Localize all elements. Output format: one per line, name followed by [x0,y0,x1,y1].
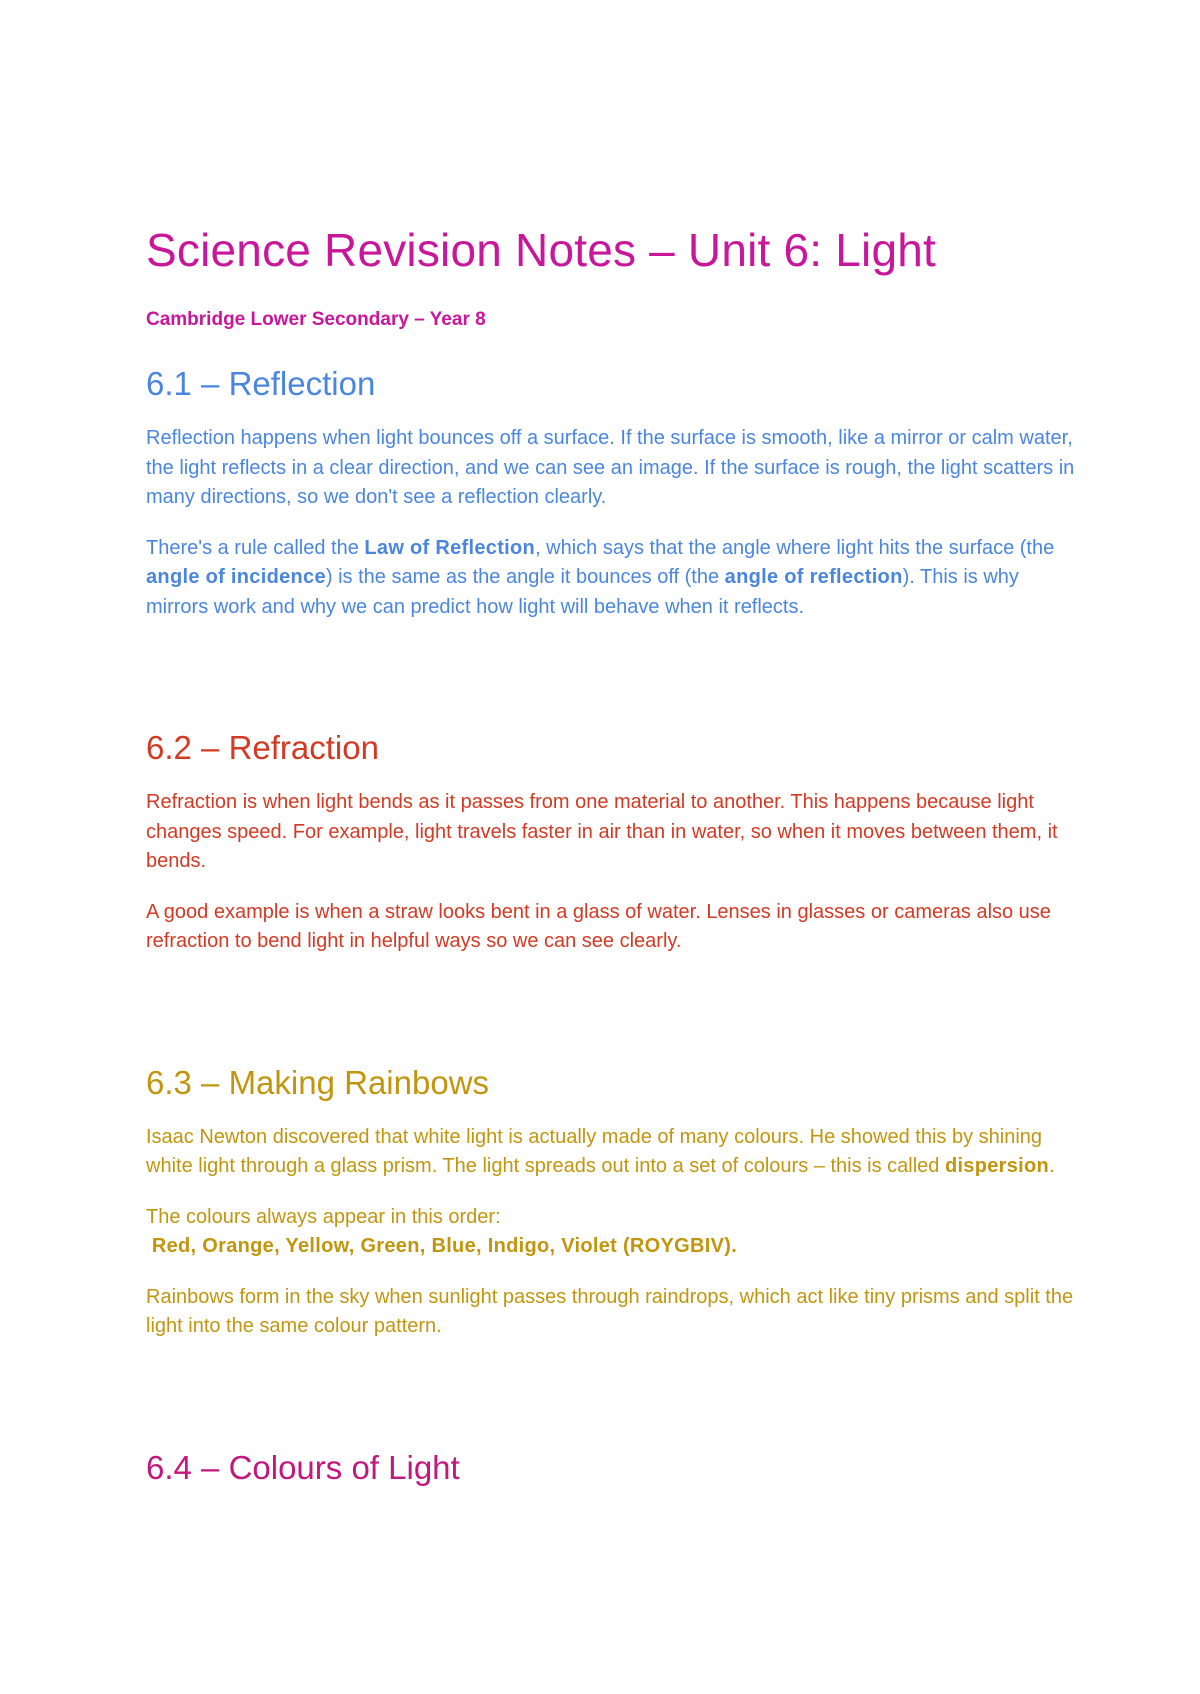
rainbows-paragraph-2 [146,1203,1076,1262]
section-heading-reflection: 6.1 – Reflection [146,365,376,402]
text-span: Isaac Newton discovered that white light is actually made of many colours. He showed this by shining white light through a glass prism. The light spreads out into a set of colours – this is called [146,1125,1043,1177]
reflection-paragraph-1: Reflection happens when light bounces off a surface. If the surface is smooth, like a mirror or calm water, the light reflects in a clear direction, and we can see an image. If the surface is rough, the light scatters in many directions, so we don't see a reflection clearly. [146,427,1075,508]
document-page [146,222,1076,1488]
text-span: ). This is why mirrors work and why we can predict how light will behave when it reflects. [146,566,1019,618]
term-law-of-reflection: Law of Reflection [364,536,536,559]
text-span: Red, Orange, Yellow, Green, Blue, Indigo, Violet (ROYGBIV). [151,1235,738,1257]
section-heading-colours-of-light: 6.4 – Colours of Light [146,1448,460,1486]
page-title: Science Revision Notes – Unit 6: Light [146,224,937,276]
section-heading-refraction: 6.2 – Refraction [146,729,379,766]
refraction-paragraph-2: A good example is when a straw looks bent in a glass of water. Lenses in glasses or cameras also use refraction to bend light in helpful ways so we can see clearly. [146,900,1051,952]
text-span: ) is the same as the angle it bounces off (the [325,566,725,588]
page-subtitle: Cambridge Lower Secondary – Year 8 [146,309,486,330]
section-heading-making-rainbows: 6.3 – Making Rainbows [146,1063,490,1101]
term-angle-of-incidence: angle of incidence [146,566,326,588]
rainbows-paragraph-3: Rainbows form in the sky when sunlight passes through raindrops, which act like tiny prisms and split the light into the same colour pattern. [146,1285,1074,1337]
term-angle-of-reflection: angle of reflection [724,566,903,588]
refraction-paragraph-1: Refraction is when light bends as it passes from one material to another. This happens because light changes speed. For example, light travels faster in air than in water, so when it moves between them, it bends. [146,791,1058,872]
text-span: . [1049,1155,1055,1177]
term-dispersion: dispersion [944,1155,1050,1177]
reflection-paragraph-2 [146,534,1076,623]
colour-order-list [146,1235,737,1257]
text-span: , which says that the angle where light hits the surface (the [535,536,1055,559]
rainbows-paragraph-1 [146,1123,1076,1182]
text-span: There's a rule called the [146,536,365,559]
text-span: The colours always appear in this order: [146,1205,501,1228]
